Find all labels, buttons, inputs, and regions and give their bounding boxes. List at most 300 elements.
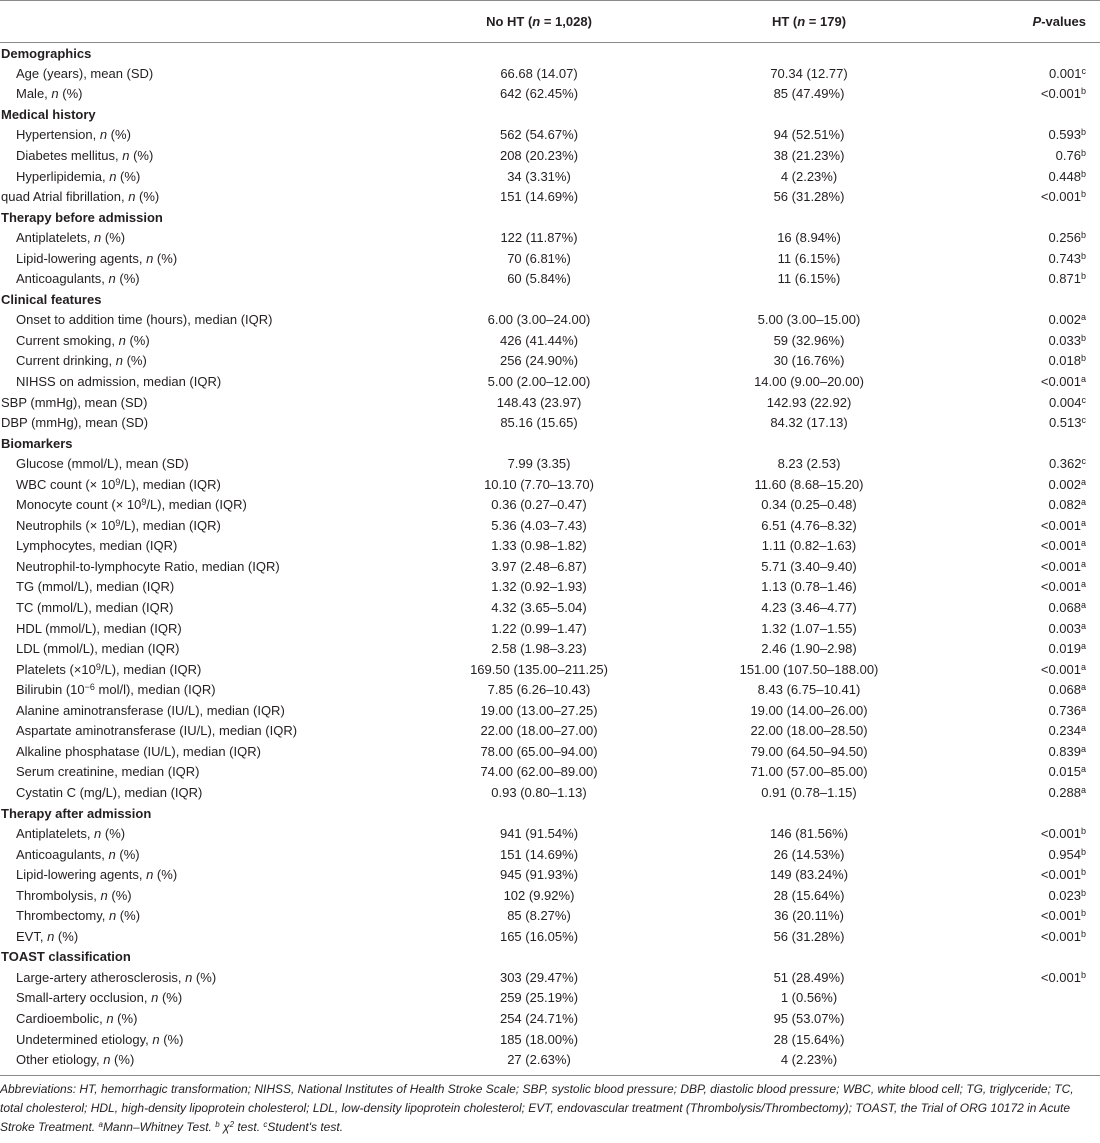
no-ht-value: 2.58 (1.98–3.23) [491, 641, 587, 657]
no-ht-value: 34 (3.31%) [507, 168, 571, 184]
p-value-test-mark: a [1080, 312, 1086, 323]
p-value-number: 0.068 [1048, 682, 1081, 698]
row-label [0, 351, 404, 372]
row-label-unit: n [128, 189, 136, 205]
p-value [944, 556, 1100, 577]
table-row [0, 351, 1100, 372]
no-ht-value: 85 (8.27%) [507, 908, 571, 924]
ht-value: 4 (2.23%) [780, 168, 838, 184]
no-ht-value: 1.22 (0.99–1.47) [491, 620, 587, 636]
section-heading: TOAST classification [1, 949, 131, 965]
row-label [0, 823, 404, 844]
no-ht-value: 151 (14.69%) [499, 189, 579, 205]
row-label [0, 392, 404, 413]
p-value [944, 659, 1100, 680]
row-label [0, 782, 404, 803]
row-label-text: Platelets (×10 [16, 661, 96, 677]
p-value-number: <0.001 [1040, 517, 1081, 533]
row-label-text: Bilirubin (10 [16, 682, 85, 698]
row-label [0, 967, 404, 988]
row-label-suffix: (%) [159, 1031, 184, 1047]
row-label [0, 515, 404, 536]
row-label-unit: n [151, 990, 159, 1006]
p-value-test-mark: c [1081, 65, 1086, 76]
row-label [0, 618, 404, 639]
p-value-test-mark: a [1080, 764, 1086, 775]
p-value-number: <0.001 [1040, 538, 1081, 554]
no-ht-value: 78.00 (65.00–94.00) [480, 743, 598, 759]
row-label-suffix: (%) [129, 148, 154, 163]
ht-value: 146 (81.56%) [769, 826, 849, 842]
row-label-text: Cardioembolic, [16, 1010, 107, 1026]
section-row [0, 207, 1100, 228]
ht-value: 1.32 (1.07–1.55) [761, 620, 857, 636]
p-value-test-mark: a [1080, 558, 1086, 569]
row-label [0, 63, 404, 84]
no-ht-value: 66.68 (14.07) [500, 65, 578, 81]
table-row [0, 453, 1100, 474]
table-row [0, 310, 1100, 331]
p-value [944, 371, 1100, 392]
row-label [0, 412, 404, 433]
table-row [0, 330, 1100, 351]
header-p-rest: -values [1041, 14, 1086, 29]
table-row [0, 926, 1100, 947]
no-ht-value: 945 (91.93%) [499, 867, 579, 883]
row-label-suffix: /L), median (IQR) [146, 497, 247, 513]
row-label-suffix: /L), median (IQR) [100, 661, 202, 677]
p-value [944, 248, 1100, 269]
p-value [944, 392, 1100, 413]
row-label-text: quad Atrial fibrillation, [1, 189, 129, 205]
p-value-test-mark: a [1080, 620, 1086, 631]
p-value-test-mark: a [1080, 641, 1086, 652]
row-label-text: TC (mmol/L), median (IQR) [16, 600, 174, 616]
row-label-suffix: (%) [110, 1052, 135, 1068]
p-value-number: <0.001 [1040, 558, 1081, 574]
row-label-unit: n [108, 908, 117, 924]
p-value [944, 679, 1100, 700]
p-value [944, 864, 1100, 885]
row-label-text: Thrombectomy, [16, 908, 109, 924]
no-ht-value: 19.00 (13.00–27.25) [480, 702, 598, 718]
table-body [0, 43, 1100, 1070]
p-value-number: 0.256 [1048, 230, 1081, 246]
section-heading: Therapy after admission [1, 805, 152, 821]
row-label-suffix: (%) [115, 846, 140, 862]
row-label-unit: n [108, 271, 116, 287]
ht-value: 51 (28.49%) [773, 969, 845, 985]
row-label [0, 597, 404, 618]
row-label-suffix: (%) [135, 189, 160, 205]
p-value-number: 0.743 [1048, 250, 1081, 266]
table-row [0, 618, 1100, 639]
row-label-text: Antiplatelets, [16, 826, 95, 842]
footnote-mark-b: b [215, 1120, 220, 1129]
p-value-number: 0.839 [1048, 743, 1081, 759]
row-label-suffix: (%) [101, 826, 126, 842]
table-row [0, 371, 1100, 392]
row-label-text: Alkaline phosphatase (IU/L), median (IQR) [16, 743, 261, 759]
p-value-number: <0.001 [1040, 826, 1081, 842]
row-label-exponent: 9 [95, 661, 101, 672]
row-label-text: Anticoagulants, [16, 271, 109, 287]
p-value [944, 84, 1100, 105]
row-label-text: EVT, [16, 928, 48, 944]
row-label [0, 556, 404, 577]
ht-value: 1.11 (0.82–1.63) [761, 538, 857, 554]
section-heading: Medical history [1, 106, 96, 122]
section-heading: Demographics [1, 45, 92, 61]
p-value-test-mark: b [1080, 867, 1086, 878]
p-value [944, 762, 1100, 783]
row-label-exponent: 9 [141, 497, 147, 508]
table-row [0, 885, 1100, 906]
row-label-exponent: 9 [115, 476, 121, 487]
table-row [0, 63, 1100, 84]
row-label [0, 453, 404, 474]
table-row [0, 823, 1100, 844]
row-label [0, 926, 404, 947]
row-label-text: Anticoagulants, [16, 846, 109, 862]
table-row [0, 84, 1100, 105]
ht-value: 11.60 (8.68–15.20) [754, 476, 864, 492]
row-label-suffix: (%) [153, 867, 178, 883]
no-ht-value: 426 (41.44%) [499, 332, 579, 348]
table-row [0, 248, 1100, 269]
row-label [0, 536, 404, 557]
p-value-test-mark: a [1080, 579, 1086, 590]
no-ht-value: 1.32 (0.92–1.93) [491, 579, 587, 595]
no-ht-value: 5.36 (4.03–7.43) [491, 517, 587, 533]
row-label-text: SBP (mmHg), mean (SD) [1, 394, 148, 410]
row-label-text: NIHSS on admission, median (IQR) [16, 374, 222, 390]
ht-value: 70.34 (12.77) [770, 65, 848, 81]
row-label [0, 577, 404, 598]
no-ht-value: 303 (29.47%) [499, 969, 579, 985]
section-row [0, 433, 1100, 454]
p-value [944, 269, 1100, 290]
ht-value: 26 (14.53%) [773, 846, 845, 862]
row-label-suffix: (%) [153, 250, 178, 266]
table-row [0, 762, 1100, 783]
row-label-text: Neutrophils (× 10 [16, 517, 116, 533]
section-heading: Therapy before admission [1, 209, 163, 225]
footnote-text-c: Student's test. [267, 1120, 344, 1134]
header-ht [674, 1, 944, 43]
no-ht-value: 27 (2.63%) [507, 1052, 571, 1068]
row-label-unit: n [146, 250, 154, 266]
p-value-number: <0.001 [1040, 374, 1081, 390]
table-row [0, 1008, 1100, 1029]
p-value [944, 577, 1100, 598]
no-ht-value: 7.85 (6.26–10.43) [487, 682, 591, 698]
section-row [0, 947, 1100, 968]
header-ht-n: n [797, 14, 806, 29]
p-value-test-mark: b [1080, 271, 1086, 282]
p-value-test-mark: b [1080, 189, 1086, 200]
p-value-number: 0.288 [1048, 784, 1081, 800]
no-ht-value: 74.00 (62.00–89.00) [480, 764, 598, 780]
table-row [0, 269, 1100, 290]
table-row [0, 679, 1100, 700]
header-no-ht-n: n [532, 14, 541, 29]
footnote-text-b: χ [219, 1120, 230, 1134]
row-label-text: Hypertension, [16, 127, 100, 143]
p-value [944, 330, 1100, 351]
no-ht-value: 169.50 (135.00–211.25) [470, 661, 608, 677]
no-ht-value: 60 (5.84%) [507, 271, 571, 287]
row-label [0, 166, 404, 187]
table-header [0, 1, 1100, 43]
no-ht-value: 5.00 (2.00–12.00) [487, 374, 591, 390]
ht-value: 0.91 (0.78–1.15) [761, 784, 857, 800]
row-label [0, 310, 404, 331]
header-p-letter: P [1032, 14, 1042, 29]
row-label-text: Glucose (mmol/L), mean (SD) [16, 456, 189, 472]
p-value [944, 227, 1100, 248]
no-ht-value: 10.10 (7.70–13.70) [484, 476, 594, 492]
no-ht-value: 85.16 (15.65) [500, 415, 578, 431]
p-value [944, 351, 1100, 372]
p-value-test-mark: b [1080, 250, 1086, 261]
p-value-test-mark: a [1080, 497, 1086, 508]
table-row [0, 495, 1100, 516]
table-row [0, 577, 1100, 598]
ht-value: 59 (32.96%) [773, 332, 845, 348]
no-ht-value: 642 (62.45%) [499, 86, 579, 102]
ht-value: 142.93 (22.92) [766, 394, 852, 410]
ht-value: 22.00 (18.00–28.50) [750, 723, 868, 739]
no-ht-value: 3.97 (2.48–6.87) [491, 558, 587, 574]
table-row [0, 125, 1100, 146]
p-value-test-mark: a [1080, 600, 1086, 611]
p-value-number: 0.018 [1048, 353, 1081, 369]
p-value-test-mark: a [1080, 538, 1086, 549]
row-label-text: Age (years), mean (SD) [16, 65, 154, 81]
ht-value: 95 (53.07%) [773, 1010, 845, 1026]
footnote-chi-exponent: 2 [229, 1120, 235, 1129]
p-value-test-mark: a [1080, 784, 1086, 795]
p-value-test-mark: b [1080, 846, 1086, 857]
p-value-number: 0.002 [1048, 476, 1081, 492]
row-label-suffix: mol/l), median (IQR) [94, 682, 216, 698]
p-value-number: 0.068 [1048, 600, 1081, 616]
table-row [0, 474, 1100, 495]
row-label [0, 844, 404, 865]
p-value-number: <0.001 [1040, 86, 1081, 102]
p-value-number: 0.023 [1048, 887, 1081, 903]
table-row [0, 1049, 1100, 1070]
row-label [0, 741, 404, 762]
section-row [0, 289, 1100, 310]
row-label-unit: n [115, 353, 123, 369]
p-value [944, 741, 1100, 762]
row-label-text: Current drinking, [16, 353, 116, 369]
row-label-text: Serum creatinine, median (IQR) [16, 764, 200, 780]
row-label [0, 125, 404, 146]
p-value [944, 1008, 1100, 1029]
table-row [0, 844, 1100, 865]
ht-value: 85 (47.49%) [773, 86, 845, 102]
no-ht-value: 208 (20.23%) [499, 148, 579, 163]
table-row [0, 638, 1100, 659]
p-value-test-mark: c [1081, 394, 1086, 405]
p-value [944, 63, 1100, 84]
ht-value: 151.00 (107.50–188.00) [739, 661, 879, 677]
table-row [0, 515, 1100, 536]
row-label-text: Current smoking, [16, 332, 119, 348]
table-row [0, 782, 1100, 803]
row-label [0, 227, 404, 248]
ht-value: 38 (21.23%) [773, 148, 845, 163]
p-value-number: <0.001 [1040, 189, 1081, 205]
section-heading: Clinical features [1, 291, 102, 307]
p-value-test-mark: b [1080, 127, 1086, 138]
ht-value: 1 (0.56%) [780, 990, 838, 1006]
no-ht-value: 165 (16.05%) [499, 928, 579, 944]
p-value [944, 597, 1100, 618]
row-label-text: WBC count (× 10 [16, 476, 116, 492]
p-value-test-mark: a [1080, 682, 1086, 693]
ht-value: 6.51 (4.76–8.32) [761, 517, 857, 533]
p-value [944, 310, 1100, 331]
ht-value: 19.00 (14.00–26.00) [750, 702, 868, 718]
table-row [0, 721, 1100, 742]
row-label-suffix: (%) [113, 1010, 138, 1026]
p-value-test-mark: b [1080, 148, 1086, 158]
row-label-text: Lipid-lowering agents, [16, 250, 147, 266]
section-row [0, 104, 1100, 125]
p-value-number: 0.871 [1048, 271, 1081, 287]
row-label-text: TG (mmol/L), median (IQR) [16, 579, 175, 595]
row-label-unit: n [103, 1052, 111, 1068]
p-value [944, 823, 1100, 844]
table-row [0, 988, 1100, 1009]
row-label-text: Undetermined etiology, [16, 1031, 153, 1047]
ht-value: 71.00 (57.00–85.00) [750, 764, 868, 780]
row-label-text: Lymphocytes, median (IQR) [16, 538, 178, 554]
no-ht-value: 22.00 (18.00–27.00) [480, 723, 598, 739]
header-no-ht [404, 1, 674, 43]
p-value-number: 0.033 [1048, 332, 1081, 348]
no-ht-value: 0.36 (0.27–0.47) [491, 497, 587, 513]
row-label [0, 1008, 404, 1029]
row-label-unit: n [109, 168, 117, 184]
row-label-unit: n [99, 127, 108, 143]
row-label-suffix: (%) [125, 332, 150, 348]
row-label [0, 762, 404, 783]
p-value-number: 0.513 [1048, 415, 1082, 431]
p-value-test-mark: a [1080, 723, 1086, 734]
p-value-number: 0.362 [1048, 456, 1082, 472]
p-value-test-mark: a [1080, 743, 1086, 754]
row-label-suffix: (%) [158, 990, 183, 1006]
row-label [0, 84, 404, 105]
table-footnote [0, 1080, 1096, 1137]
row-label [0, 330, 404, 351]
no-ht-value: 148.43 (23.97) [496, 394, 582, 410]
p-value [944, 412, 1100, 433]
p-value [944, 166, 1100, 187]
table-row [0, 741, 1100, 762]
p-value-number: 0.082 [1048, 497, 1081, 513]
p-value-test-mark: b [1080, 353, 1086, 364]
row-label-unit: n [100, 887, 108, 903]
row-label [0, 495, 404, 516]
table-row [0, 412, 1100, 433]
ht-value: 56 (31.28%) [773, 189, 845, 205]
table-row [0, 145, 1100, 166]
row-label-text: Other etiology, [16, 1052, 104, 1068]
p-value-test-mark: a [1080, 702, 1086, 713]
p-value-number: <0.001 [1040, 661, 1081, 677]
no-ht-value: 1.33 (0.98–1.82) [491, 538, 587, 554]
row-label [0, 186, 404, 207]
no-ht-value: 70 (6.81%) [507, 250, 571, 266]
row-label-suffix: (%) [58, 86, 83, 102]
table-row [0, 186, 1100, 207]
ht-value: 4.23 (3.46–4.77) [761, 600, 857, 616]
p-value-test-mark: b [1080, 908, 1086, 919]
row-label [0, 145, 404, 166]
header-no-ht-count: = 1,028) [540, 14, 592, 29]
section-heading: Biomarkers [1, 435, 73, 451]
no-ht-value: 7.99 (3.35) [507, 456, 571, 472]
footnote-mark-c: c [263, 1120, 268, 1129]
p-value-number: 0.001 [1048, 65, 1082, 81]
row-label-text: Cystatin C (mg/L), median (IQR) [16, 784, 203, 800]
row-label [0, 700, 404, 721]
p-value [944, 844, 1100, 865]
no-ht-value: 122 (11.87%) [500, 230, 578, 246]
p-value-test-mark: b [1080, 826, 1086, 837]
no-ht-value: 259 (25.19%) [499, 990, 579, 1006]
ht-value: 8.23 (2.53) [777, 456, 841, 472]
row-label-unit: n [94, 230, 102, 246]
row-label-exponent: −6 [84, 682, 95, 693]
row-label [0, 988, 404, 1009]
row-label [0, 885, 404, 906]
table-row [0, 700, 1100, 721]
p-value-number: <0.001 [1040, 908, 1081, 924]
p-value-test-mark: c [1081, 456, 1086, 467]
ht-value: 84.32 (17.13) [770, 415, 848, 431]
row-label-text: HDL (mmol/L), median (IQR) [16, 620, 182, 636]
p-value [944, 700, 1100, 721]
p-value [944, 618, 1100, 639]
row-label-text: Diabetes mellitus, [16, 148, 123, 163]
footnote-abbreviations: Abbreviations: HT, hemorrhagic transformation; NIHSS, National Institutes of Health Stroke Scale; SBP, systolic blood pressure; DBP, diastolic blood pressure; WBC, white blood cell; TG, triglyceride; TC, total cholesterol; HDL, high-density lipoprotein cholesterol; LDL, low-density lipoprotein cholesterol; EVT, endovascular treatment (Thrombolysis/Thrombectomy); TOAST, the Trial of ORG 10172 in Acute Stroke Treatment. [0, 1082, 1074, 1134]
row-label-text: Aspartate aminotransferase (IU/L), median (IQR) [16, 723, 298, 739]
p-value [944, 474, 1100, 495]
table-row [0, 227, 1100, 248]
header-row [0, 1, 1100, 43]
row-label [0, 679, 404, 700]
p-value-number: <0.001 [1040, 867, 1081, 883]
no-ht-value: 4.32 (3.65–5.04) [491, 600, 587, 616]
row-label-suffix: (%) [101, 230, 126, 246]
row-label-suffix: (%) [107, 127, 131, 143]
section-row [0, 803, 1100, 824]
p-value [944, 721, 1100, 742]
ht-value: 2.46 (1.90–2.98) [761, 641, 857, 657]
row-label-exponent: 9 [115, 517, 121, 528]
no-ht-value: 6.00 (3.00–24.00) [487, 312, 591, 328]
p-value-number: 0.76 [1055, 148, 1081, 163]
ht-value: 16 (8.94%) [777, 230, 841, 246]
table-row [0, 1029, 1100, 1050]
